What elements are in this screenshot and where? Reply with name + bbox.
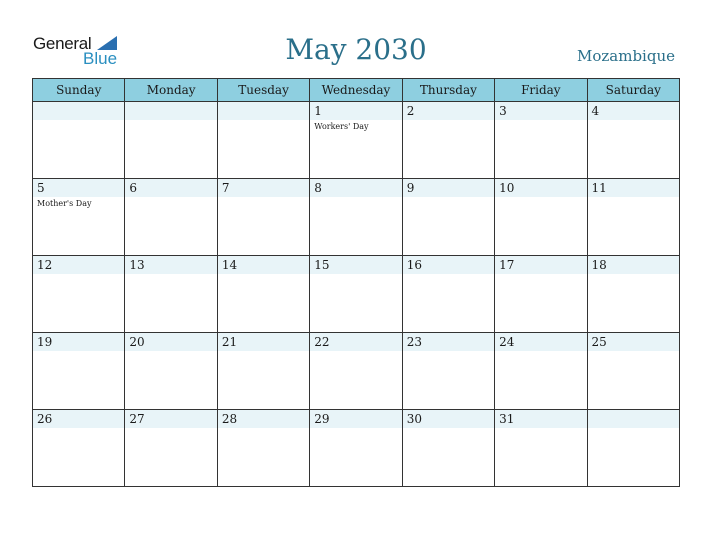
day-number: 22 — [314, 335, 330, 349]
weekday-header: Wednesday — [310, 79, 402, 102]
weekday-header-row — [33, 79, 680, 102]
day-number: 1 — [314, 104, 322, 118]
day-cell — [402, 333, 494, 410]
day-number: 29 — [314, 412, 330, 426]
day-number-band — [218, 179, 309, 197]
day-number-band — [403, 179, 494, 197]
day-number: 18 — [591, 258, 607, 272]
day-number: 21 — [221, 335, 238, 349]
weekday-header: Tuesday — [217, 79, 309, 102]
day-cell — [125, 333, 217, 410]
day-cell — [495, 333, 587, 410]
day-number: 31 — [499, 412, 515, 426]
day-cell — [33, 256, 125, 333]
holiday-label: Workers' Day — [314, 122, 369, 131]
day-cell — [587, 410, 679, 487]
day-cell — [125, 179, 217, 256]
day-number: 14 — [221, 258, 238, 272]
day-cell — [495, 410, 587, 487]
day-number: 10 — [499, 181, 515, 195]
day-cell — [495, 256, 587, 333]
calendar-title: May 2030 — [285, 33, 427, 66]
day-cell — [310, 256, 402, 333]
day-number-band — [588, 102, 679, 120]
day-cell — [495, 179, 587, 256]
day-number: 15 — [314, 258, 330, 272]
day-number: 26 — [37, 412, 53, 426]
week-row — [33, 179, 680, 256]
day-cell — [402, 102, 494, 179]
day-number: 12 — [37, 258, 53, 272]
day-number: 28 — [221, 412, 238, 426]
day-cell — [402, 256, 494, 333]
day-cell — [587, 333, 679, 410]
weekday-header: Friday — [495, 79, 587, 102]
day-number: 9 — [406, 181, 415, 195]
day-cell — [217, 333, 309, 410]
day-number-band — [588, 410, 679, 428]
day-number-band — [218, 102, 309, 120]
week-row — [33, 410, 680, 487]
day-cell — [310, 179, 402, 256]
day-cell — [217, 179, 309, 256]
weekday-header: Monday — [125, 79, 217, 102]
day-number-band — [310, 179, 401, 197]
day-number: 17 — [499, 258, 515, 272]
day-cell — [587, 102, 679, 179]
day-number-band — [495, 102, 586, 120]
day-number: 23 — [406, 335, 422, 349]
logo-blue-text: Blue — [83, 49, 118, 68]
day-number: 4 — [591, 104, 600, 118]
day-number: 6 — [129, 181, 138, 195]
calendar-grid — [32, 78, 680, 487]
day-cell — [587, 179, 679, 256]
day-cell — [310, 410, 402, 487]
day-number: 16 — [406, 258, 422, 272]
day-number: 30 — [406, 412, 422, 426]
day-cell — [33, 410, 125, 487]
day-cell — [587, 256, 679, 333]
day-number: 13 — [129, 258, 145, 272]
day-cell — [310, 102, 402, 179]
logo-general-text: General — [33, 34, 92, 53]
week-row — [33, 256, 680, 333]
day-number-band — [403, 102, 494, 120]
country-name: Mozambique — [577, 47, 675, 65]
day-number: 11 — [591, 181, 607, 195]
day-cell — [33, 333, 125, 410]
day-number: 24 — [499, 335, 515, 349]
day-number: 8 — [314, 181, 322, 195]
weekday-header: Sunday — [33, 79, 125, 102]
day-cell — [33, 102, 125, 179]
day-cell — [402, 179, 494, 256]
day-cell — [217, 410, 309, 487]
holiday-label: Mother's Day — [37, 199, 92, 208]
day-number-band — [33, 179, 124, 197]
week-row — [33, 102, 680, 179]
day-number-band — [310, 102, 401, 120]
day-number: 5 — [37, 181, 45, 195]
day-number: 25 — [591, 335, 607, 349]
day-number-band — [125, 102, 216, 120]
day-number: 7 — [221, 181, 230, 195]
day-cell — [125, 256, 217, 333]
weekday-header: Saturday — [587, 79, 679, 102]
day-number: 3 — [499, 104, 507, 118]
day-cell — [217, 256, 309, 333]
day-number: 20 — [129, 335, 145, 349]
day-number: 19 — [37, 335, 53, 349]
week-row — [33, 333, 680, 410]
day-cell — [217, 102, 309, 179]
day-number-band — [125, 179, 216, 197]
day-cell — [125, 410, 217, 487]
day-cell — [125, 102, 217, 179]
day-cell — [310, 333, 402, 410]
day-number: 2 — [406, 104, 415, 118]
day-cell — [495, 102, 587, 179]
day-cell — [402, 410, 494, 487]
day-number-band — [33, 102, 124, 120]
day-cell — [33, 179, 125, 256]
weekday-header: Thursday — [402, 79, 494, 102]
day-number: 27 — [129, 412, 145, 426]
